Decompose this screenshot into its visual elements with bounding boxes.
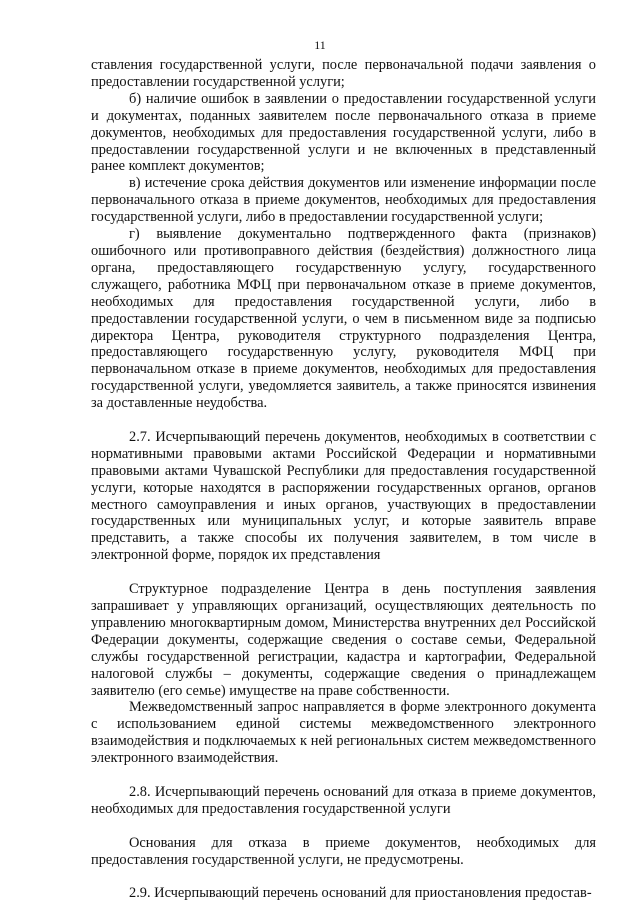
paragraph-spacer bbox=[91, 412, 596, 429]
paragraph-item-b: б) наличие ошибок в заявлении о предоставлении государственной услуги и документах, поданных заявителем после первоначального отказа в приеме документов, необходимых для предоставления государственной услуги, либо в предоставлении государственной услуги и не включенных в представленный ранее комплект документов; bbox=[91, 90, 596, 175]
paragraph-spacer bbox=[91, 767, 596, 784]
paragraph-spacer bbox=[91, 818, 596, 835]
paragraph-interagency-request: Межведомственный запрос направляется в форме электронного документа с использованием единой системы межведомственного электронного взаимодействия и подключаемых к ней региональных систем межведомственного электронного взаимодействия. bbox=[91, 699, 596, 767]
paragraph-item-v: в) истечение срока действия документов или изменение информации после первоначального отказа в приеме документов, необходимых для предоставления государственной услуги, либо в предоставлении государственной услуги; bbox=[91, 175, 596, 226]
section-heading-2-9: 2.9. Исчерпывающий перечень оснований для приостановления предостав- bbox=[129, 885, 592, 902]
paragraph-refusal-grounds: Основания для отказа в приеме документов, необходимых для предоставления государственной услуги, не предусмотрены. bbox=[91, 834, 596, 868]
paragraph-spacer bbox=[91, 564, 596, 581]
section-heading-2-8: 2.8. Исчерпывающий перечень оснований для отказа в приеме документов, необходимых для предоставления государственной услуги bbox=[91, 783, 596, 817]
page-number: 11 bbox=[314, 38, 326, 52]
document-body bbox=[91, 57, 596, 902]
section-heading-2-7: 2.7. Исчерпывающий перечень документов, необходимых в соответствии с нормативными правовыми актами Российской Федерации и нормативными правовыми актами Чувашской Республики для предоставления государственной услуги, которые находятся в распоряжении государственных органов, органов местного самоуправления и иных органов, участвующих в предоставлении государственных или муниципальных услуг, и которые заявитель вправе представить, а также способы их получения заявителем, в том числе в электронной форме, порядок их представления bbox=[91, 428, 596, 564]
paragraph-item-g: г) выявление документально подтвержденного факта (признаков) ошибочного или противоправного действия (бездействия) должностного лица органа, предоставляющего государственную услугу, государственного служащего, работника МФЦ при первоначальном отказе в приеме документов, необходимых для предоставления государственной услуги, либо в предоставлении государственной услуги, о чем в письменном виде за подписью директора Центра, руководителя структурного подразделения Центра, предоставляющего государственную услугу, руководителя МФЦ при первоначальном отказе в приеме документов, необходимых для предоставления государственной услуги, уведомляется заявитель, а также приносятся извинения за доставленные неудобства. bbox=[91, 226, 596, 412]
paragraph-spacer bbox=[91, 868, 596, 885]
paragraph-request-documents: Структурное подразделение Центра в день поступления заявления запрашивает у управляющих организаций, осуществляющих деятельность по управлению многоквартирным домом, Министерства внутренних дел Российской Федерации документы, содержащие сведения о составе семьи, Федеральной службы государственной регистрации, кадастра и картографии, Федеральной налоговой службы – документы, содержащие сведения о принадлежащем заявителю (его семье) имуществе на праве собственности. bbox=[91, 581, 596, 699]
paragraph-continuation: ставления государственной услуги, после первоначальной подачи заявления о предоставлении государственной услуги; bbox=[91, 57, 596, 90]
